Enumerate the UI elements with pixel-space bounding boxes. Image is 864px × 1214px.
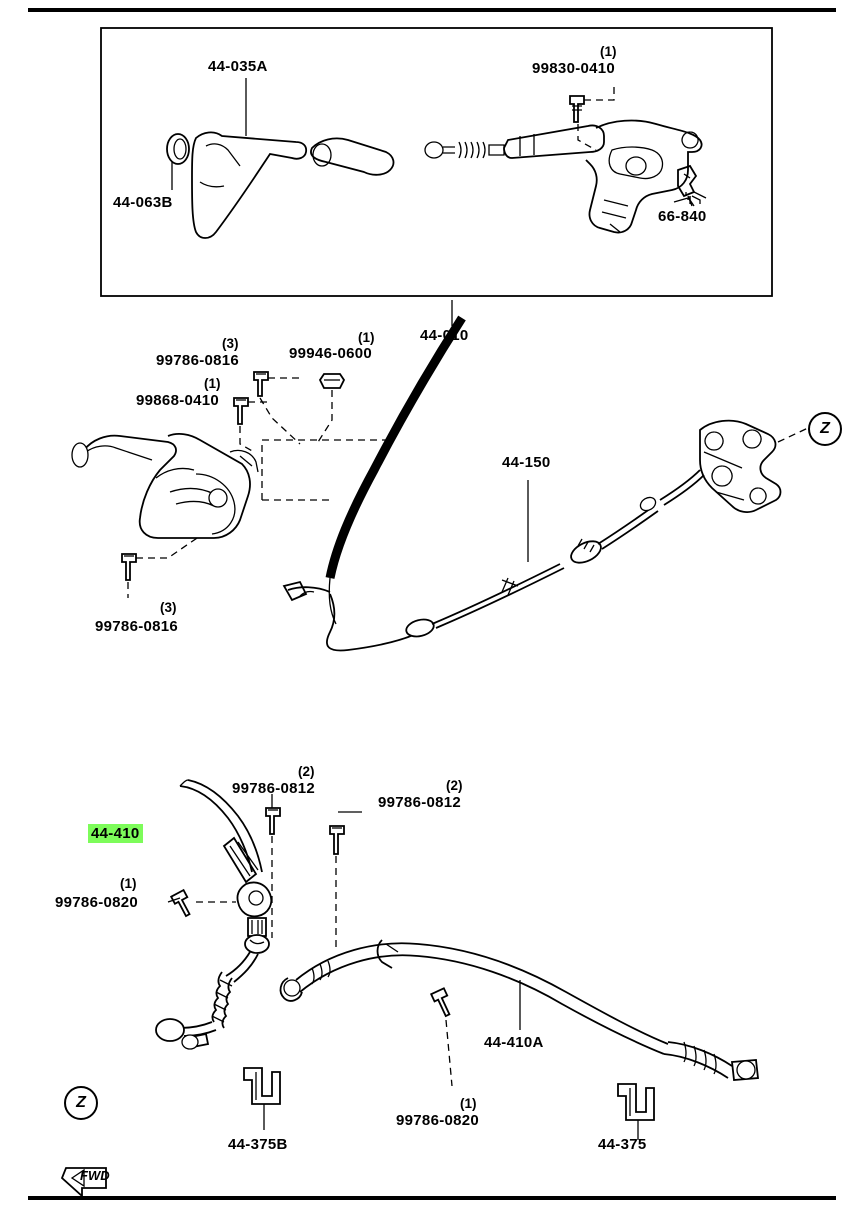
label-44-375: 44-375 xyxy=(598,1136,647,1153)
label-99786-0820-right: 99786-0820 xyxy=(396,1112,480,1129)
label-66-840: 66-840 xyxy=(658,208,707,225)
callout-z-bottom: Z xyxy=(64,1086,98,1120)
label-44-063b: 44-063B xyxy=(113,194,173,211)
label-99786-0820-left: 99786-0820 xyxy=(55,894,139,911)
qty-99830-0410: (1) xyxy=(600,44,617,59)
label-99830-0410: 99830-0410 xyxy=(532,60,616,77)
label-44-150: 44-150 xyxy=(502,454,551,471)
qty-99786-0816-lower: (3) xyxy=(160,600,177,615)
label-99946-0600: 99946-0600 xyxy=(289,345,373,362)
label-44-410: 44-410 xyxy=(88,824,143,843)
label-44-010: 44-010 xyxy=(420,327,469,344)
qty-99786-0812-left: (2) xyxy=(298,764,315,779)
fwd-arrow-label: FWD xyxy=(80,1168,110,1183)
qty-99786-0812-right: (2) xyxy=(446,778,463,793)
label-99786-0816-lower: 99786-0816 xyxy=(95,618,179,635)
qty-99786-0820-right: (1) xyxy=(460,1096,477,1111)
label-44-375b: 44-375B xyxy=(228,1136,288,1153)
top-panel-frame xyxy=(101,28,772,296)
label-99868-0410: 99868-0410 xyxy=(136,392,220,409)
qty-99946-0600: (1) xyxy=(358,330,375,345)
qty-99868-0410: (1) xyxy=(204,376,221,391)
label-99786-0812-left: 99786-0812 xyxy=(232,780,316,797)
qty-99786-0820-left: (1) xyxy=(120,876,137,891)
label-44-410a: 44-410A xyxy=(484,1034,544,1051)
label-99786-0812-right: 99786-0812 xyxy=(378,794,462,811)
qty-99786-0816-upper: (3) xyxy=(222,336,239,351)
callout-z-top: Z xyxy=(808,412,842,446)
label-99786-0816-upper: 99786-0816 xyxy=(156,352,240,369)
label-44-035a: 44-035A xyxy=(208,58,268,75)
